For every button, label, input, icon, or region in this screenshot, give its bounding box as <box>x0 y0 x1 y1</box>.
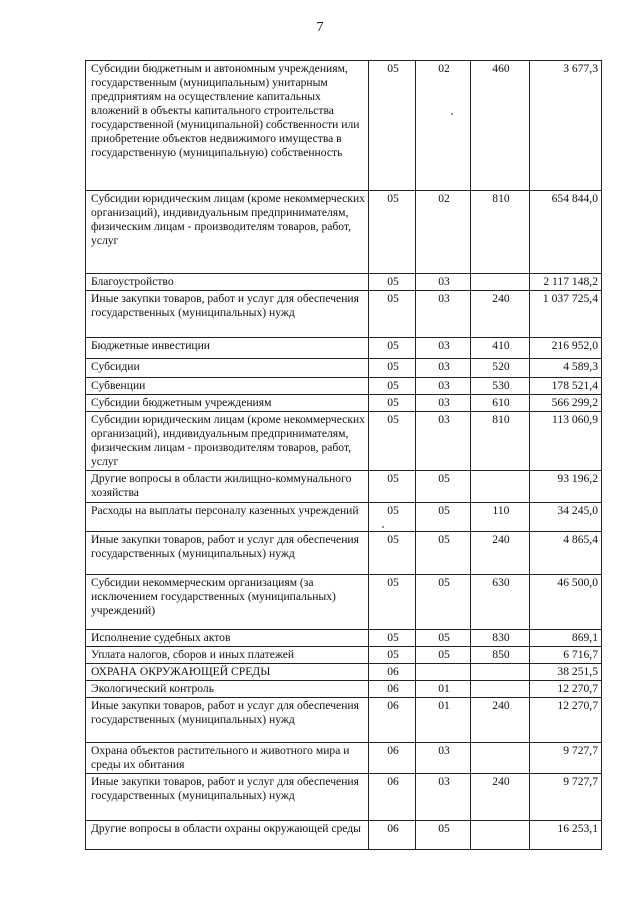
expense-name-cell: Иные закупки товаров, работ и услуг для обеспечения государственных (муниципальных) нужд <box>86 291 369 338</box>
expense-name-cell: Благоустройство <box>86 274 369 291</box>
amount-cell: 869,1 <box>530 630 602 647</box>
section-code-cell: 05 <box>369 61 416 191</box>
amount-cell: 113 060,9 <box>530 412 602 471</box>
amount-cell: 12 270,7 <box>530 681 602 698</box>
subsection-code-cell: 05 <box>416 503 471 532</box>
expense-name-cell: Экологический контроль <box>86 681 369 698</box>
amount-cell: 566 299,2 <box>530 395 602 412</box>
amount-cell: 4 865,4 <box>530 532 602 575</box>
expense-type-code-cell: 610 <box>471 395 530 412</box>
table-row <box>86 338 602 359</box>
amount-cell: 178 521,4 <box>530 378 602 395</box>
expense-type-code-cell: 240 <box>471 291 530 338</box>
table-row <box>86 630 602 647</box>
expense-name-cell: Субсидии некоммерческим организациям (за исключением государственных (муниципальных) учреждений) <box>86 575 369 630</box>
table-row <box>86 274 602 291</box>
expense-name-cell: Другие вопросы в области жилищно-коммунального хозяйства <box>86 471 369 503</box>
amount-cell: 2 117 148,2 <box>530 274 602 291</box>
subsection-code-cell: 05 <box>416 471 471 503</box>
table-row <box>86 532 602 575</box>
table-row <box>86 61 602 191</box>
amount-cell: 1 037 725,4 <box>530 291 602 338</box>
section-code-cell: 06 <box>369 698 416 743</box>
table-row <box>86 743 602 774</box>
expense-type-code-cell: 830 <box>471 630 530 647</box>
subsection-code-cell: 05 <box>416 630 471 647</box>
section-code-cell: 05 <box>369 191 416 274</box>
section-code-cell: 06 <box>369 774 416 821</box>
subsection-code-cell: 03 <box>416 338 471 359</box>
expense-name-cell: Иные закупки товаров, работ и услуг для обеспечения государственных (муниципальных) нужд <box>86 532 369 575</box>
table-row <box>86 395 602 412</box>
expense-name-cell: Исполнение судебных актов <box>86 630 369 647</box>
table-row <box>86 698 602 743</box>
budget-table-body <box>86 61 602 850</box>
expense-type-code-cell: 630 <box>471 575 530 630</box>
table-row <box>86 664 602 681</box>
expense-type-code-cell: 810 <box>471 191 530 274</box>
table-row <box>86 359 602 378</box>
expense-type-code-cell: 240 <box>471 532 530 575</box>
amount-cell: 16 253,1 <box>530 821 602 850</box>
table-row <box>86 503 602 532</box>
table-row <box>86 575 602 630</box>
section-code-cell: 05 <box>369 395 416 412</box>
expense-name-cell: Бюджетные инвестиции <box>86 338 369 359</box>
expense-name-cell: Иные закупки товаров, работ и услуг для обеспечения государственных (муниципальных) нужд <box>86 698 369 743</box>
expense-name-cell: Уплата налогов, сборов и иных платежей <box>86 647 369 664</box>
section-code-cell: 05 <box>369 532 416 575</box>
expense-type-code-cell: 520 <box>471 359 530 378</box>
expense-name-cell: Субсидии бюджетным учреждениям <box>86 395 369 412</box>
expense-type-code-cell: 110 <box>471 503 530 532</box>
section-code-cell: 06 <box>369 664 416 681</box>
scan-speck <box>382 526 384 528</box>
section-code-cell: 05 <box>369 412 416 471</box>
table-row <box>86 821 602 850</box>
expense-name-cell: Иные закупки товаров, работ и услуг для обеспечения государственных (муниципальных) нужд <box>86 774 369 821</box>
subsection-code-cell: 05 <box>416 647 471 664</box>
table-row <box>86 378 602 395</box>
expense-name-cell: Другие вопросы в области охраны окружающей среды <box>86 821 369 850</box>
subsection-code-cell: 03 <box>416 412 471 471</box>
expense-type-code-cell: 530 <box>471 378 530 395</box>
section-code-cell: 05 <box>369 359 416 378</box>
subsection-code-cell: 03 <box>416 291 471 338</box>
amount-cell: 654 844,0 <box>530 191 602 274</box>
table-row <box>86 647 602 664</box>
expense-name-cell: Субсидии юридическим лицам (кроме некоммерческих организаций), индивидуальным предпринимателям, физическим лицам - производителям товаров, работ, услуг <box>86 191 369 274</box>
table-row <box>86 191 602 274</box>
amount-cell: 12 270,7 <box>530 698 602 743</box>
expense-name-cell: Расходы на выплаты персоналу казенных учреждений <box>86 503 369 532</box>
section-code-cell: 06 <box>369 681 416 698</box>
expense-type-code-cell <box>471 743 530 774</box>
subsection-code-cell: 05 <box>416 821 471 850</box>
table-row <box>86 471 602 503</box>
scan-speck <box>451 113 453 115</box>
amount-cell: 9 727,7 <box>530 743 602 774</box>
amount-cell: 93 196,2 <box>530 471 602 503</box>
table-row <box>86 681 602 698</box>
subsection-code-cell: 03 <box>416 378 471 395</box>
section-code-cell: 05 <box>369 274 416 291</box>
expense-type-code-cell: 810 <box>471 412 530 471</box>
subsection-code-cell: 02 <box>416 61 471 191</box>
expense-type-code-cell: 410 <box>471 338 530 359</box>
subsection-code-cell: 03 <box>416 743 471 774</box>
expense-name-cell: Субсидии <box>86 359 369 378</box>
amount-cell: 3 677,3 <box>530 61 602 191</box>
page-number: 7 <box>316 20 324 35</box>
section-code-cell: 05 <box>369 291 416 338</box>
amount-cell: 46 500,0 <box>530 575 602 630</box>
expense-type-code-cell <box>471 664 530 681</box>
expense-type-code-cell: 240 <box>471 774 530 821</box>
subsection-code-cell: 01 <box>416 698 471 743</box>
subsection-code-cell: 03 <box>416 774 471 821</box>
expense-type-code-cell: 240 <box>471 698 530 743</box>
expense-type-code-cell: 460 <box>471 61 530 191</box>
subsection-code-cell: 03 <box>416 359 471 378</box>
section-code-cell: 05 <box>369 471 416 503</box>
section-code-cell: 06 <box>369 743 416 774</box>
section-code-cell: 05 <box>369 575 416 630</box>
amount-cell: 6 716,7 <box>530 647 602 664</box>
section-code-cell: 05 <box>369 630 416 647</box>
section-code-cell: 05 <box>369 378 416 395</box>
expense-name-cell: Субсидии бюджетным и автономным учреждениям, государственным (муниципальным) унитарным предприятиям на осуществление капитальных вложений в объекты капитального строительства государственной (муниципальной) собственности или приобретение объектов недвижимого имущества в государственную (муниципальную) собственность <box>86 61 369 191</box>
table-row <box>86 774 602 821</box>
expense-name-cell: Субсидии юридическим лицам (кроме некоммерческих организаций), индивидуальным предпринимателям, физическим лицам - производителям товаров, работ, услуг <box>86 412 369 471</box>
expense-name-cell: Охрана объектов растительного и животного мира и среды их обитания <box>86 743 369 774</box>
expense-type-code-cell <box>471 821 530 850</box>
section-code-cell: 05 <box>369 647 416 664</box>
subsection-code-cell: 01 <box>416 681 471 698</box>
table-row <box>86 412 602 471</box>
amount-cell: 9 727,7 <box>530 774 602 821</box>
amount-cell: 38 251,5 <box>530 664 602 681</box>
section-code-cell: 06 <box>369 821 416 850</box>
subsection-code-cell: 05 <box>416 532 471 575</box>
subsection-code-cell: 05 <box>416 575 471 630</box>
subsection-code-cell: 03 <box>416 274 471 291</box>
section-code-cell: 05 <box>369 338 416 359</box>
budget-table <box>85 60 602 850</box>
expense-type-code-cell <box>471 274 530 291</box>
amount-cell: 216 952,0 <box>530 338 602 359</box>
expense-name-cell: Субвенции <box>86 378 369 395</box>
subsection-code-cell: 03 <box>416 395 471 412</box>
amount-cell: 34 245,0 <box>530 503 602 532</box>
expense-name-cell: ОХРАНА ОКРУЖАЮЩЕЙ СРЕДЫ <box>86 664 369 681</box>
amount-cell: 4 589,3 <box>530 359 602 378</box>
subsection-code-cell: 02 <box>416 191 471 274</box>
subsection-code-cell <box>416 664 471 681</box>
table-row <box>86 291 602 338</box>
section-code-cell: 05 <box>369 503 416 532</box>
expense-type-code-cell: 850 <box>471 647 530 664</box>
expense-type-code-cell <box>471 681 530 698</box>
expense-type-code-cell <box>471 471 530 503</box>
